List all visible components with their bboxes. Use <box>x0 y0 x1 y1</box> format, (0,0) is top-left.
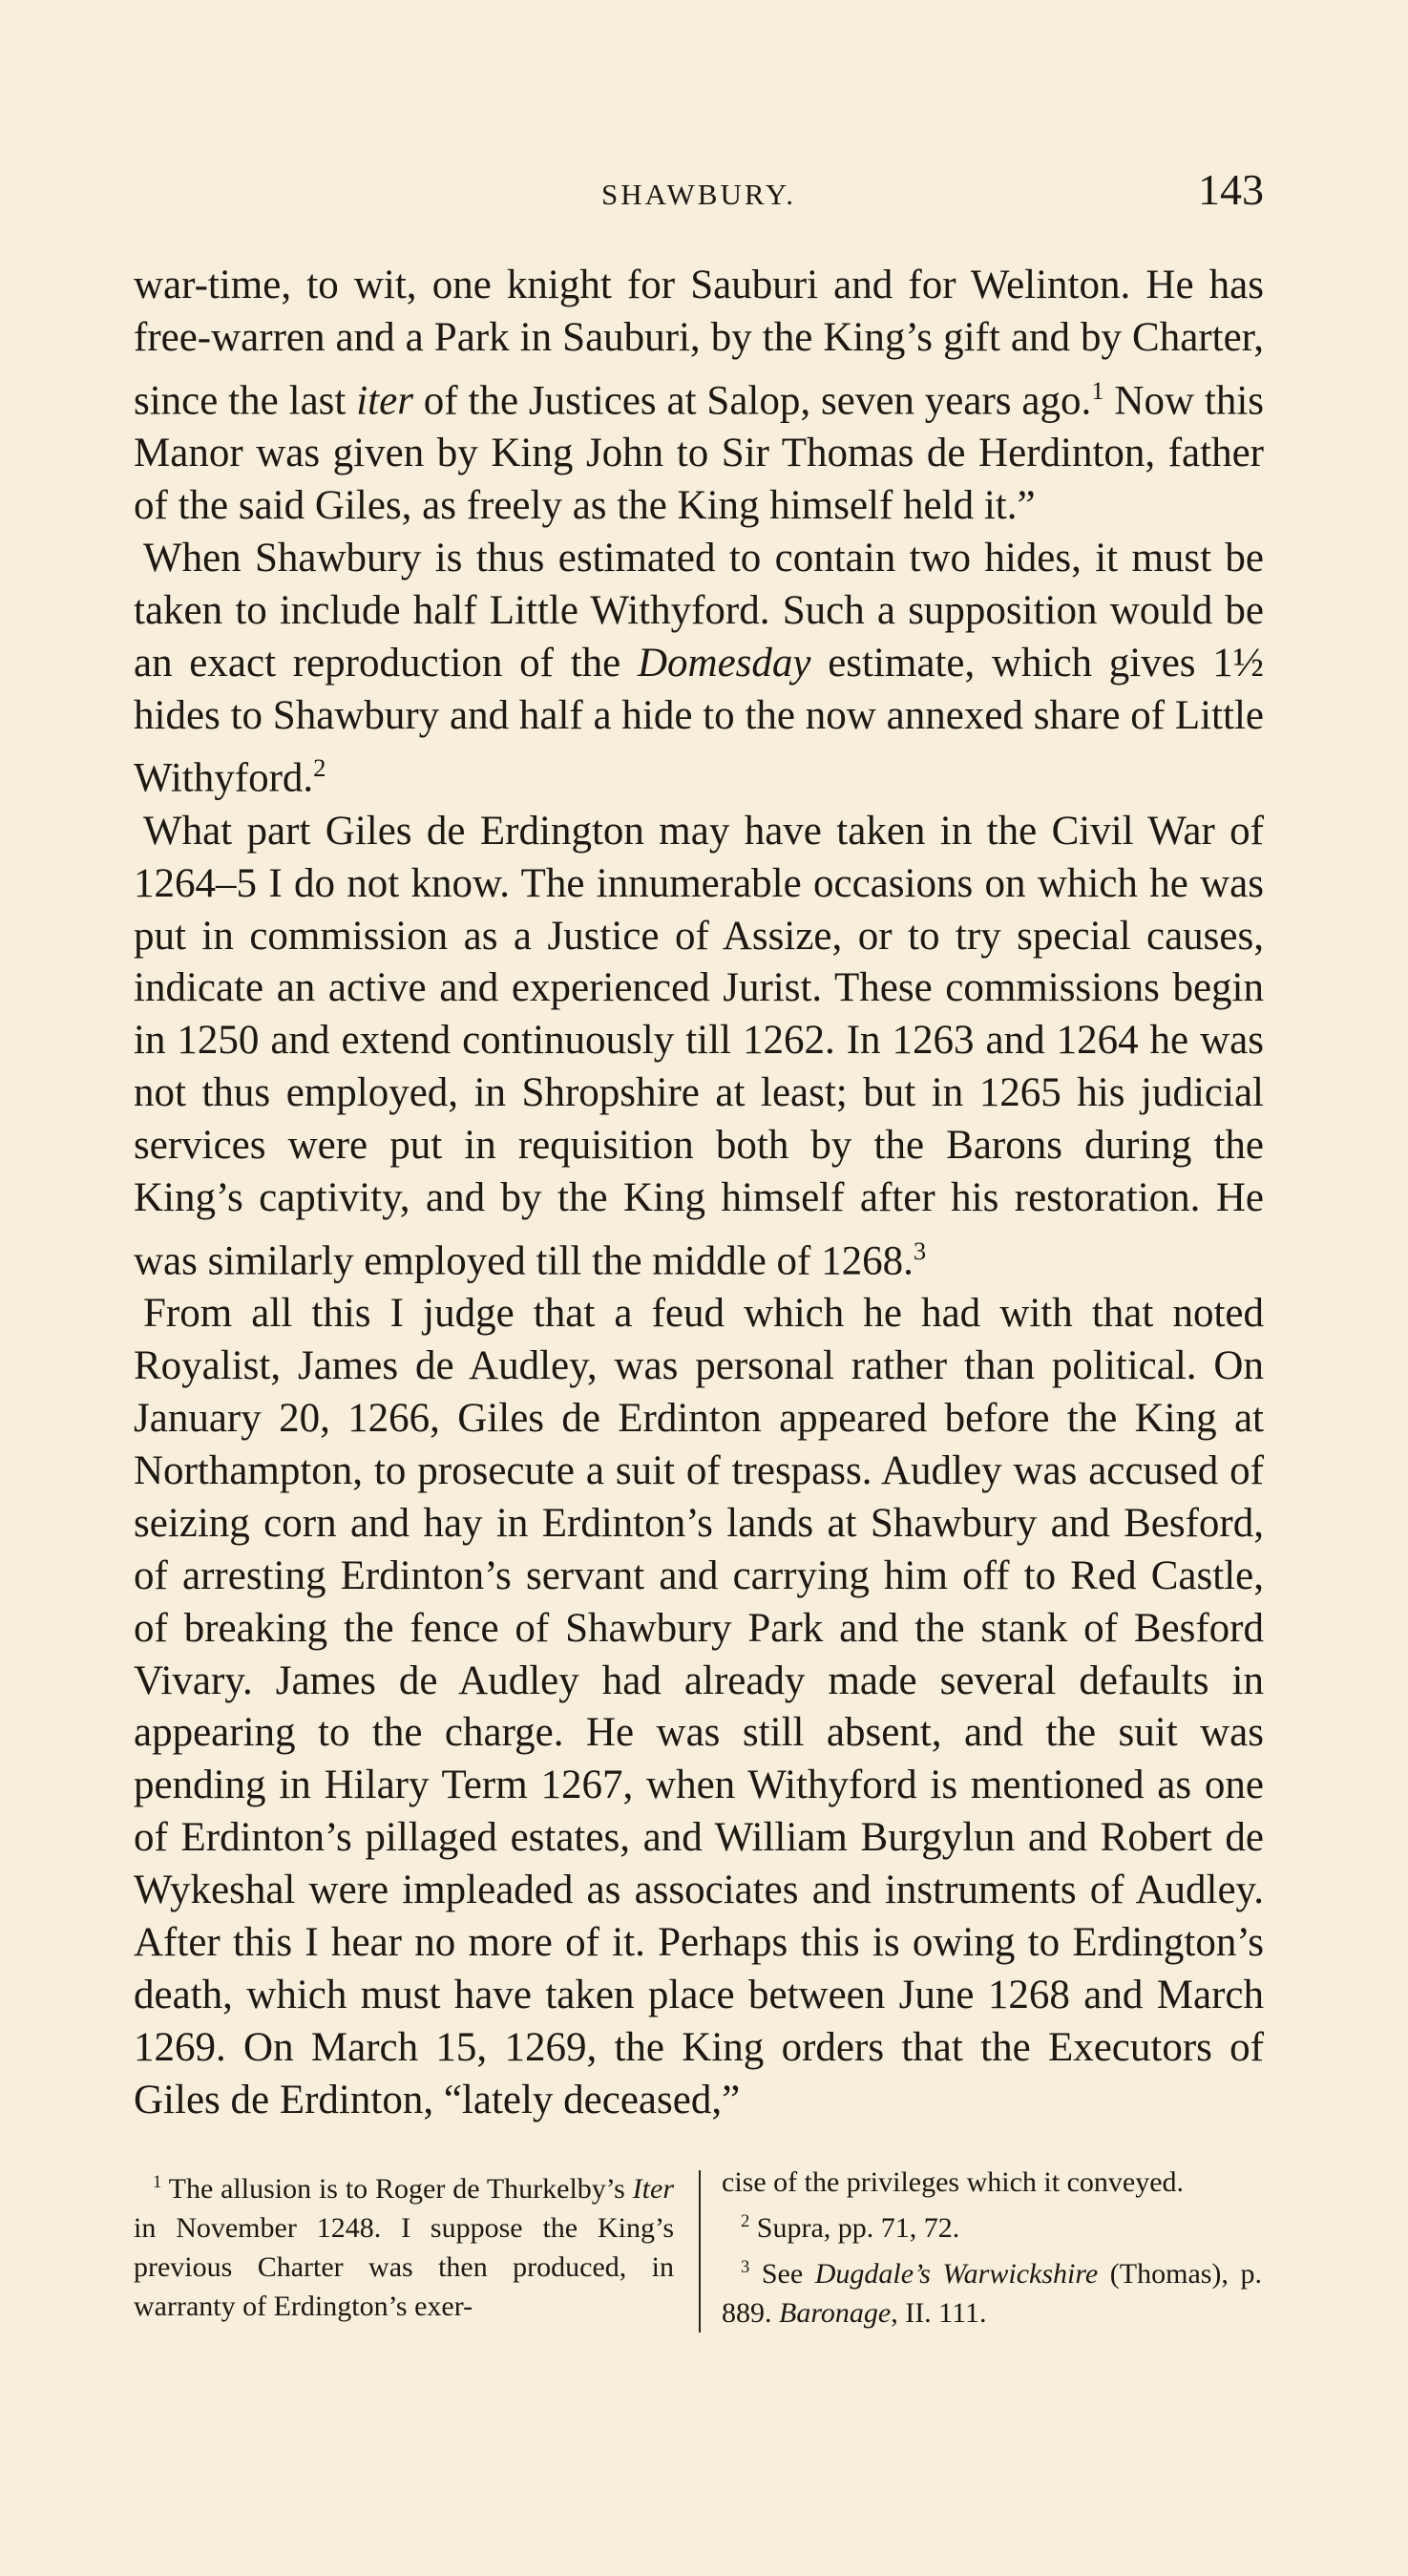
running-title: SHAWBURY. <box>601 178 796 211</box>
italic-text: Iter <box>632 2173 674 2205</box>
text-run: The allusion is to Roger de Thurkelby’s <box>161 2173 633 2205</box>
text-run: When Shawbury is thus estimated to contain two hides, it must be taken to include half Little Withyford. Such a supposition would be an exact reproduction of the <box>134 535 1264 686</box>
text-run: Supra, pp. 71, 72. <box>749 2212 960 2244</box>
footnote <box>722 2202 1262 2248</box>
footnote-marker: 3 <box>741 2257 750 2277</box>
italic-text: Baronage <box>779 2297 892 2329</box>
footnote-continuation <box>722 2163 1262 2202</box>
paragraph <box>134 1288 1264 2127</box>
text-run: See <box>749 2258 815 2290</box>
italic-text: Domesday <box>637 640 811 686</box>
text-run: war-time, to wit, one knight for Sauburi and for Welinton. He has free-warren and a Park in Sauburi, by the King’s gift and by Charter, since the last <box>134 263 1264 424</box>
text-run: in November 1248. I suppose the King’s previous Charter was then produced, in warranty of Erdington’s exer- <box>134 2212 674 2322</box>
footnotes-right-column <box>701 2163 1262 2333</box>
footnote-marker: 1 <box>1091 375 1104 405</box>
text-run: , II. 111. <box>891 2297 987 2329</box>
text-run: (Thomas), p. 889. <box>722 2258 1262 2329</box>
paragraph <box>134 533 1264 806</box>
running-head <box>134 164 1264 222</box>
paragraph <box>134 806 1264 1288</box>
body-text <box>134 260 1264 2127</box>
footnote <box>134 2163 674 2326</box>
text-run: of the Justices at Salop, seven years ago. <box>412 378 1092 424</box>
footnote <box>722 2248 1262 2333</box>
footnote-marker: 1 <box>153 2172 162 2192</box>
text-run: What part Giles de Erdington may have taken in the Civil War of 1264–5 I do not know. The innumerable occasions on which he was put in commission as a Justice of Assize, or to try special causes, indicate an active and experienced Jurist. These commissions begin in 1250 and extend continuously till 1262. In 1263 and 1264 he was not thus employed, in Shropshire at least; but in 1265 his judicial services were put in requisition both by the Barons during the King’s captivity, and by the King himself after his restoration. He was similarly employed till the middle of 1268. <box>134 808 1264 1284</box>
footnotes-left-column <box>134 2163 699 2333</box>
italic-text: iter <box>356 378 413 424</box>
text-run: Now this Manor was given by King John to Sir Thomas de Herdinton, father of the said Giles, as freely as the King himself held it.” <box>134 378 1265 528</box>
footnotes <box>134 2163 1264 2333</box>
footnote-marker: 2 <box>313 753 326 783</box>
text-run: From all this I judge that a feud which he had with that noted Royalist, James de Audley, was personal rather than political. On January 20, 1266, Giles de Erdinton appeared before the King at Northampton, to prosecute a suit of trespass. Audley was accused of seizing corn and hay in Erdinton’s lands at Shawbury and Besford, of arresting Erdinton’s servant and carrying him off to Red Castle, of breaking the fence of Shawbury Park and the stank of Besford Vivary. James de Audley had already made several defaults in appearing to the charge. He was still absent, and the suit was pending in Hilary Term 1267, when Withyford is mentioned as one of Erdinton’s pillaged estates, and William Burgylun and Robert de Wykeshal were impleaded as associates and instruments of Audley. After this I hear no more of it. Perhaps this is owing to Erdington’s death, which must have taken place between June 1268 and March 1269. On March 15, 1269, the King orders that the Executors of Giles de Erdinton, “lately deceased,” <box>134 1291 1264 2122</box>
page-number: 143 <box>1198 165 1264 214</box>
footnote-marker: 2 <box>741 2211 750 2231</box>
text-run: estimate, which gives 1½ hides to Shawbury and half a hide to the now annexed share of Little Withyford. <box>134 640 1265 801</box>
paragraph <box>134 260 1264 533</box>
footnote-marker: 3 <box>913 1235 927 1265</box>
italic-text: Dugdale’s Warwickshire <box>814 2258 1099 2290</box>
text-run: cise of the privileges which it conveyed. <box>722 2166 1185 2198</box>
